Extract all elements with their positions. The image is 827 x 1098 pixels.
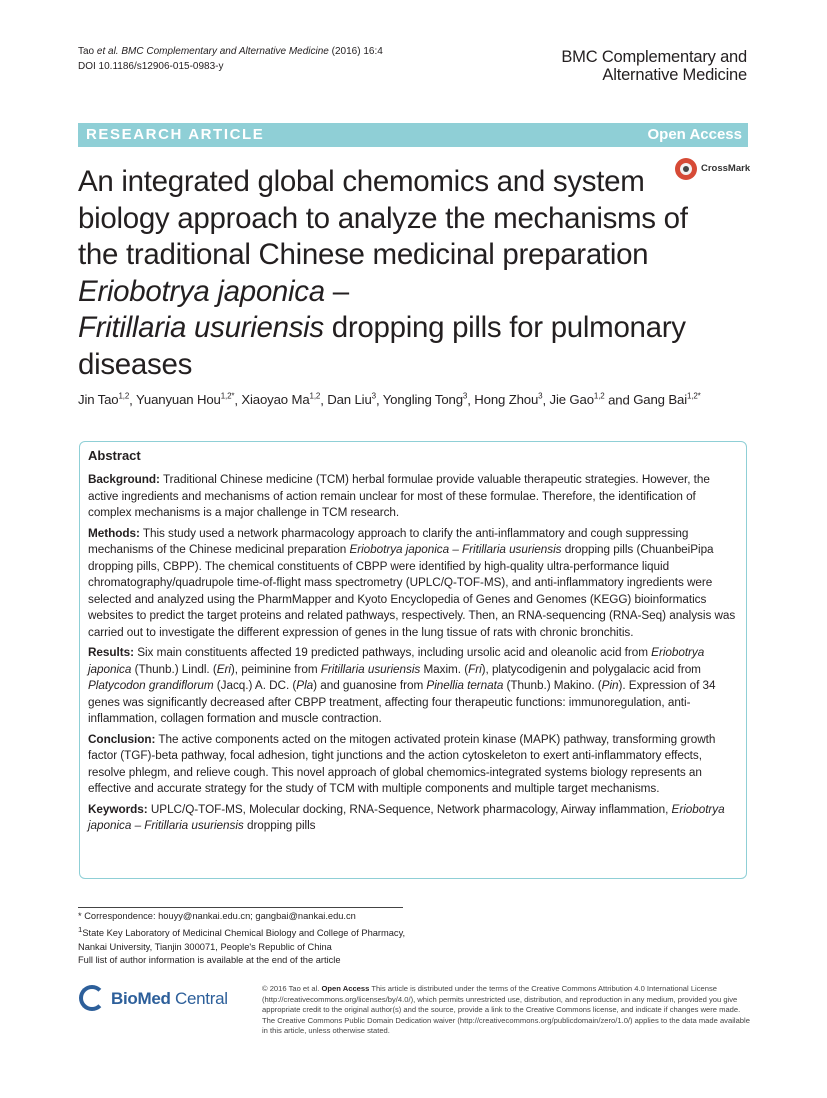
author: Gang Bai$^{1,2*}$ xyxy=(633,392,701,408)
title-dash: – xyxy=(324,274,349,308)
abstract-background: Background: Traditional Chinese medicine (TCM) herbal formulae provide valuable therapeutic strategies. However, the active ingredients and mechanisms of action remain unclear for most of these formulae. Therefore, the identification of complex mechanisms is a major challenge in TCM research. xyxy=(88,473,710,519)
publisher-name: BioMed Central xyxy=(111,989,228,1008)
article-type-label: RESEARCH ARTICLE xyxy=(86,126,265,143)
journal-name-line2: Alternative Medicine xyxy=(602,66,747,84)
author: Jie Gao$^{1,2}$ xyxy=(549,392,605,408)
footnotes xyxy=(78,910,418,967)
license-statement: © 2016 Tao et al. Open Access This article is distributed under the terms of the Creative Commons Attribution 4.0 International License (http://creativecommons.org/licenses/by/4.0/), which permits unrestricted use, distribution, and reproduction in any medium, provided you give appropriate credit to the original author(s) and the source, provide a link to the Creative Commons license, and indicate if changes were made. The Creative Commons Public Domain Dedication waiver (http://creativecommons.org/publicdomain/zero/1.0/) applies to the data made available in this article, unless otherwise stated. xyxy=(262,984,750,1036)
abstract-methods: Methods: This study used a network pharmacology approach to clarify the anti-inflammatory and cough suppressing mechanisms of the Chinese medicinal preparation Eriobotrya japonica – Fritillaria usuriensis dropping pills (ChuanbeiPipa dropping pills, CBPP). The chemical constituents of CBPP were identified by high-quality ultra-performance liquid chromatography/quadrupole time-of-flight mass spectrometry (UPLC/Q-TOF-MS), and anti-inflammatory ingredients were selected and analyzed using the PharmMapper and Kyoto Encyclopedia of Genes and Genomes (KEGG) bioinformatics websites to predict the target proteins and related pathways, respectively. Then, an RNA-sequencing (RNA-Seq) analysis was carried out to investigate the different expression of genes in the lung tissue of rats with chronic bronchitis. xyxy=(88,526,736,639)
title-part2: dropping pills for pulmonary diseases xyxy=(78,311,686,381)
affiliation: $^1$State Key Laboratory of Medicinal Chemical Biology and College of Pharmacy, Nankai University, Tianjin 300071, People's Republic of China xyxy=(78,925,406,952)
crossmark-label: CrossMark xyxy=(701,163,751,174)
author: Hong Zhou$^3$ xyxy=(474,392,543,408)
abstract-keywords: Keywords: UPLC/Q-TOF-MS, Molecular docking, RNA-Sequence, Network pharmacology, Airway inflammation, Eriobotrya japonica – Fritillaria usuriensis dropping pills xyxy=(88,802,725,832)
author: Yongling Tong$^3$ xyxy=(382,392,468,408)
biomed-central-logo-icon xyxy=(79,985,105,1011)
open-access-label: Open Access xyxy=(647,126,742,143)
abstract-results: Results: Six main constituents affected 19 predicted pathways, including ursolic acid and oleanolic acid from Eriobotrya japonica (Thunb.) Lindl. (Eri), peiminine from Fritillaria usuriensis Maxim. (Fri), platycodigenin and polygalacic acid from Platycodon grandiflorum (Jacq.) A. DC. (Pla) and guanosine from Pinellia ternata (Thunb.) Makino. (Pin). Expression of 34 genes was significantly decreased after CBPP treatment, affecting four therapeutic functions: immunoregulation, anti-inflammation, collagen formation and muscle contraction. xyxy=(88,646,716,725)
citation-journal: BMC Complementary and Alternative Medicine xyxy=(121,46,329,57)
author: Yuanyuan Hou$^{1,2*}$ xyxy=(135,392,235,408)
author-list: Jin Tao$^{1,2}$, Yuanyuan Hou$^{1,2*}$, Xiaoyao Ma$^{1,2}$, Dan Liu$^3$, Yongling Tong$^3$, Hong Zhou$^3$, Jie Gao$^{1,2}$ and Gang Bai$^{1,2*}$ xyxy=(78,392,701,408)
article-title xyxy=(78,164,718,383)
author: Jin Tao$^{1,2}$ xyxy=(78,392,130,408)
abstract-heading: Abstract xyxy=(88,448,141,463)
citation-line xyxy=(78,44,383,59)
title-italic1: Eriobotrya japonica xyxy=(78,274,325,308)
title-part1: An integrated global chemomics and system biology approach to analyze the mechanisms of the traditional Chinese medicinal preparation xyxy=(78,165,688,271)
citation-etal: et al. xyxy=(96,46,119,57)
journal-name xyxy=(561,48,747,84)
article-type-band xyxy=(78,123,748,147)
correspondence: * Correspondence: houyy@nankai.edu.cn; gangbai@nankai.edu.cn xyxy=(78,911,356,921)
doi[interactable]: DOI 10.1186/s12906-015-0983-y xyxy=(78,61,224,72)
abstract-box xyxy=(79,441,747,879)
author: Dan Liu$^3$ xyxy=(327,392,376,408)
footnote-divider xyxy=(78,907,403,908)
journal-name-line1: BMC Complementary and xyxy=(561,48,747,66)
abstract-conclusion: Conclusion: The active components acted on the mitogen activated protein kinase (MAPK) pathway, transforming growth factor (TGF)-beta pathway, focal adhesion, tight junctions and the action cytoskeleton to exert anti-inflammatory effects, resolve phlegm, and relieve cough. This novel approach of global chemomics-integrated systems biology represents an effective and accurate strategy for the study of TCM with multiple components and multiple target mechanisms. xyxy=(88,732,716,795)
citation-year-vol: (2016) 16:4 xyxy=(331,46,383,57)
author: Xiaoyao Ma$^{1,2}$ xyxy=(241,392,321,408)
biomed-central-logo xyxy=(79,985,249,1017)
citation-authors: Tao xyxy=(78,46,95,57)
title-italic2: Fritillaria usuriensis xyxy=(78,311,324,344)
running-header xyxy=(78,44,383,74)
full-list-note: Full list of author information is available at the end of the article xyxy=(78,954,341,965)
